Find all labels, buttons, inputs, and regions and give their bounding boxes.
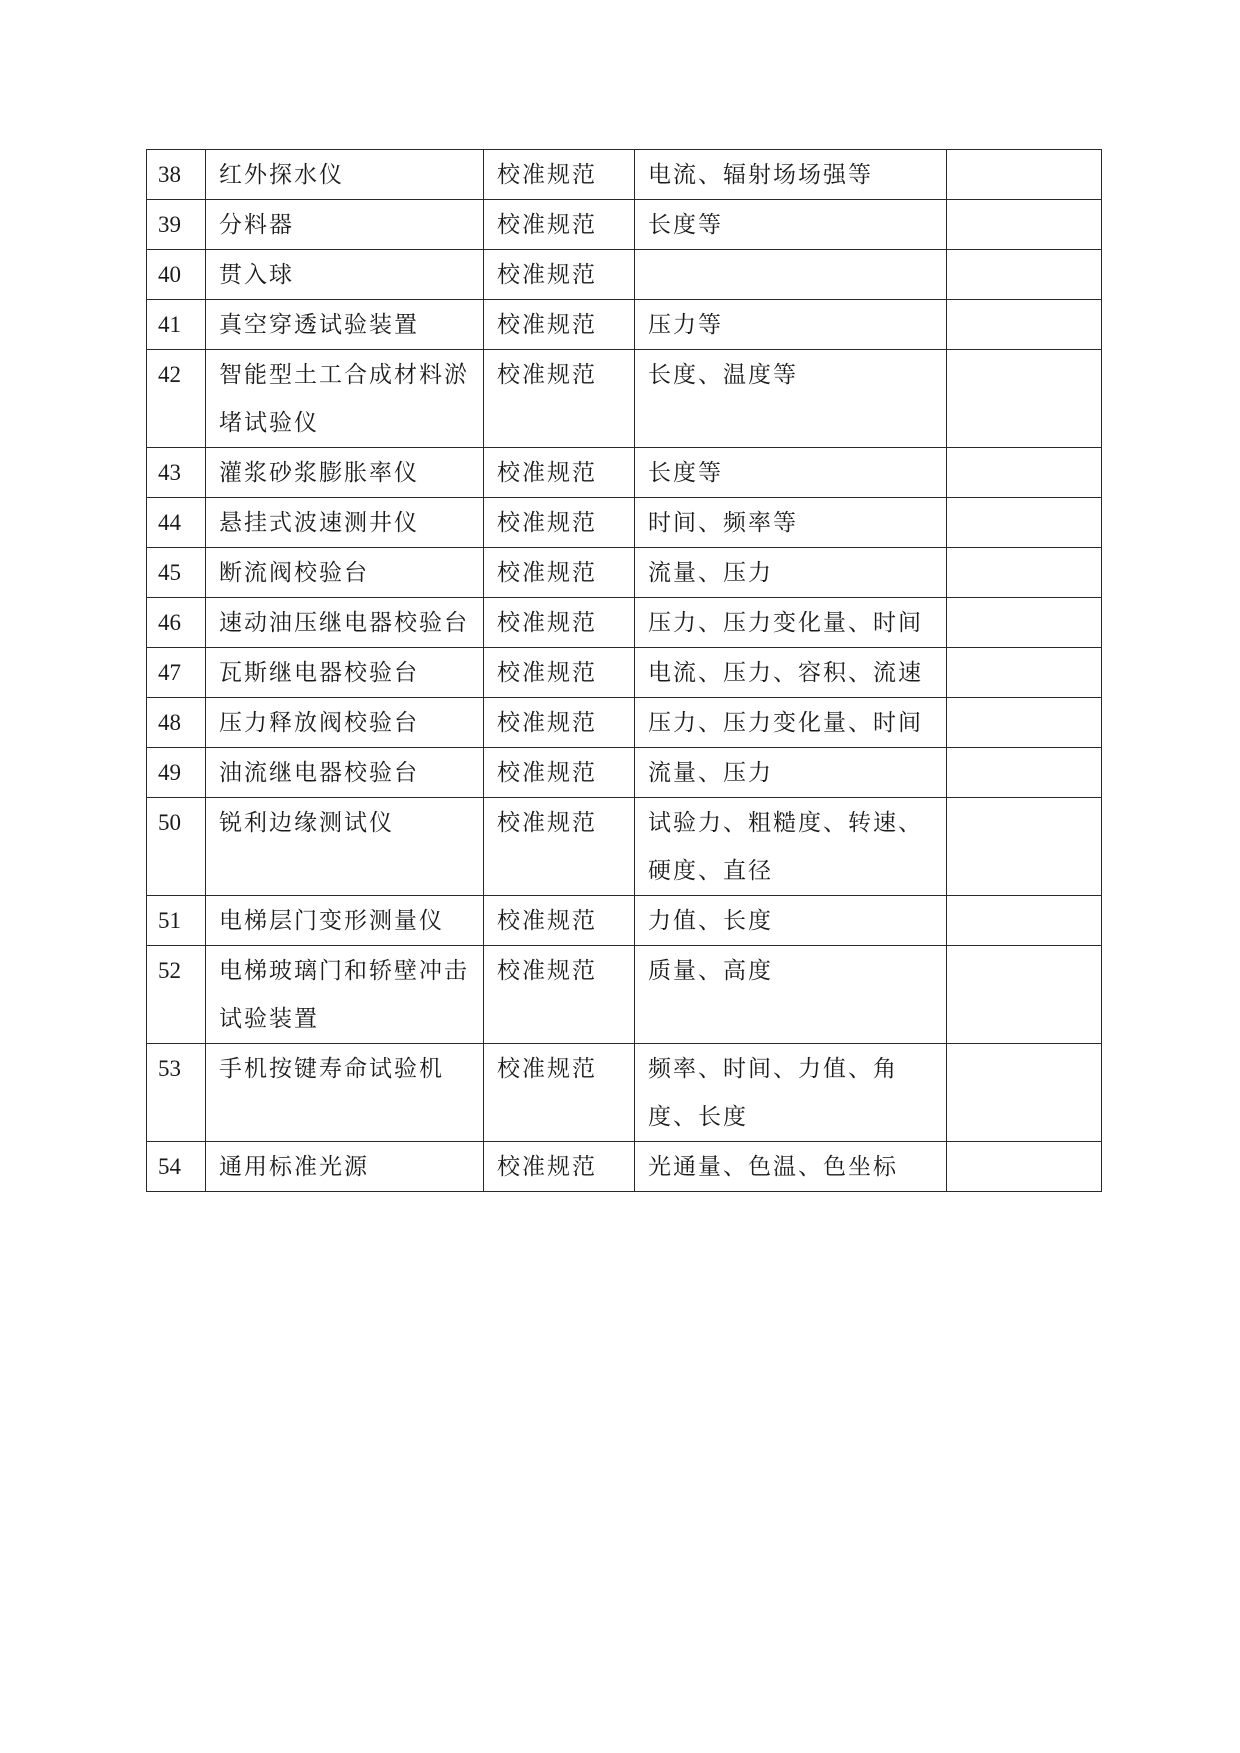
table-row [147,698,1102,748]
item-number: 54 [147,1142,206,1192]
table-body [147,150,1102,1192]
calibration-parameters: 力值、长度 [635,896,947,946]
remarks [947,1142,1102,1192]
table-row [147,598,1102,648]
table-row [147,448,1102,498]
calibration-items-table [146,149,1102,1192]
calibration-basis: 校准规范 [484,350,635,448]
calibration-basis: 校准规范 [484,448,635,498]
remarks [947,748,1102,798]
item-number: 49 [147,748,206,798]
calibration-basis: 校准规范 [484,748,635,798]
calibration-parameters: 长度、温度等 [635,350,947,448]
instrument-name: 分料器 [206,200,484,250]
remarks [947,698,1102,748]
item-number: 51 [147,896,206,946]
calibration-parameters [635,250,947,300]
calibration-basis: 校准规范 [484,548,635,598]
item-number: 53 [147,1044,206,1142]
calibration-basis: 校准规范 [484,300,635,350]
table-row [147,896,1102,946]
item-number: 39 [147,200,206,250]
item-number: 46 [147,598,206,648]
item-number: 41 [147,300,206,350]
calibration-parameters: 压力、压力变化量、时间 [635,698,947,748]
calibration-basis: 校准规范 [484,1044,635,1142]
item-number: 40 [147,250,206,300]
remarks [947,548,1102,598]
instrument-name: 手机按键寿命试验机 [206,1044,484,1142]
calibration-basis: 校准规范 [484,896,635,946]
calibration-parameters: 时间、频率等 [635,498,947,548]
calibration-basis: 校准规范 [484,598,635,648]
instrument-name: 灌浆砂浆膨胀率仪 [206,448,484,498]
instrument-name: 红外探水仪 [206,150,484,200]
table-row [147,1044,1102,1142]
table-row [147,946,1102,1044]
table-row [147,200,1102,250]
calibration-parameters: 流量、压力 [635,548,947,598]
remarks [947,896,1102,946]
calibration-basis: 校准规范 [484,648,635,698]
table-row [147,798,1102,896]
remarks [947,300,1102,350]
item-number: 47 [147,648,206,698]
item-number: 43 [147,448,206,498]
instrument-name: 压力释放阀校验台 [206,698,484,748]
remarks [947,1044,1102,1142]
instrument-name: 锐利边缘测试仪 [206,798,484,896]
table-row [147,748,1102,798]
instrument-name: 悬挂式波速测井仪 [206,498,484,548]
table-row [147,350,1102,448]
instrument-name: 通用标准光源 [206,1142,484,1192]
item-number: 52 [147,946,206,1044]
remarks [947,648,1102,698]
calibration-basis: 校准规范 [484,1142,635,1192]
remarks [947,150,1102,200]
item-number: 42 [147,350,206,448]
calibration-parameters: 长度等 [635,200,947,250]
remarks [947,498,1102,548]
instrument-name: 贯入球 [206,250,484,300]
calibration-parameters: 电流、辐射场场强等 [635,150,947,200]
instrument-name: 真空穿透试验装置 [206,300,484,350]
calibration-basis: 校准规范 [484,250,635,300]
calibration-parameters: 压力等 [635,300,947,350]
remarks [947,250,1102,300]
item-number: 38 [147,150,206,200]
table-row [147,250,1102,300]
calibration-parameters: 电流、压力、容积、流速 [635,648,947,698]
calibration-parameters: 质量、高度 [635,946,947,1044]
calibration-parameters: 试验力、粗糙度、转速、硬度、直径 [635,798,947,896]
table-row [147,498,1102,548]
remarks [947,448,1102,498]
item-number: 45 [147,548,206,598]
instrument-name: 速动油压继电器校验台 [206,598,484,648]
calibration-parameters: 光通量、色温、色坐标 [635,1142,947,1192]
instrument-name: 断流阀校验台 [206,548,484,598]
table-row [147,648,1102,698]
instrument-name: 电梯玻璃门和轿壁冲击试验装置 [206,946,484,1044]
calibration-parameters: 频率、时间、力值、角度、长度 [635,1044,947,1142]
instrument-name: 电梯层门变形测量仪 [206,896,484,946]
calibration-parameters: 压力、压力变化量、时间 [635,598,947,648]
calibration-basis: 校准规范 [484,498,635,548]
item-number: 50 [147,798,206,896]
remarks [947,598,1102,648]
table-row [147,300,1102,350]
calibration-basis: 校准规范 [484,698,635,748]
calibration-basis: 校准规范 [484,946,635,1044]
table-row [147,150,1102,200]
remarks [947,200,1102,250]
calibration-basis: 校准规范 [484,150,635,200]
remarks [947,350,1102,448]
calibration-basis: 校准规范 [484,200,635,250]
calibration-parameters: 流量、压力 [635,748,947,798]
calibration-basis: 校准规范 [484,798,635,896]
remarks [947,946,1102,1044]
table-row [147,1142,1102,1192]
item-number: 48 [147,698,206,748]
instrument-name: 瓦斯继电器校验台 [206,648,484,698]
calibration-parameters: 长度等 [635,448,947,498]
remarks [947,798,1102,896]
instrument-name: 油流继电器校验台 [206,748,484,798]
item-number: 44 [147,498,206,548]
table-row [147,548,1102,598]
instrument-name: 智能型土工合成材料淤堵试验仪 [206,350,484,448]
